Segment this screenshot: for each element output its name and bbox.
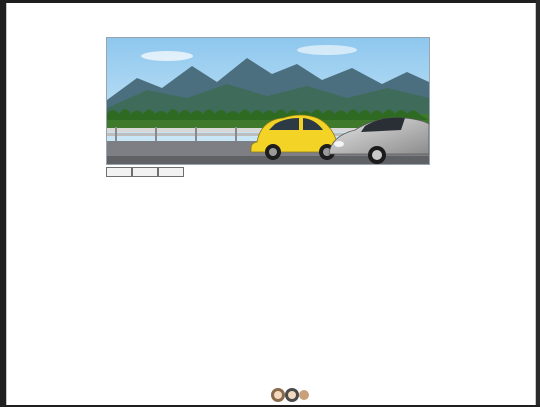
banner-image xyxy=(106,37,430,165)
ad-banner[interactable] xyxy=(112,385,312,405)
top-nav xyxy=(106,27,428,37)
home-page-button[interactable] xyxy=(132,167,158,177)
prev-page-button[interactable] xyxy=(106,167,132,177)
scrollbar[interactable] xyxy=(536,0,540,405)
ad-character-icons xyxy=(270,386,310,407)
car-landscape-illustration xyxy=(107,38,429,164)
next-page-button[interactable] xyxy=(158,167,184,177)
